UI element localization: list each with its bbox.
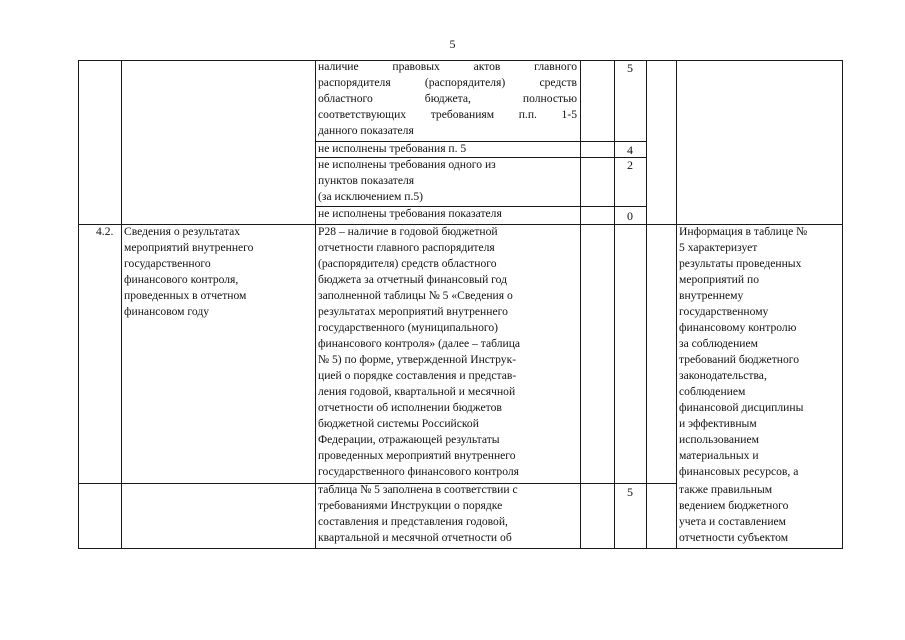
indicator-name-line: финансовом году	[124, 305, 210, 318]
indicator-name-line: проведенных в отчетном	[124, 289, 247, 302]
formula-line: № 5) по форме, утвержденной Инструк-	[318, 353, 517, 366]
criterion-1-score: 5	[627, 61, 633, 75]
comment-line: внутреннему	[679, 289, 744, 302]
criterion-3-score: 2	[627, 158, 633, 172]
row-number-4-2: 4.2.	[96, 225, 114, 238]
table-border-bottom	[78, 548, 843, 549]
comment-line: отчетности субъектом	[679, 531, 789, 544]
page-number: 5	[449, 37, 456, 51]
formula-line: (распорядителя) средств областного	[318, 257, 497, 270]
comment-line: за соблюдением	[679, 337, 758, 350]
criterion-3-line-2: пунктов показателя	[318, 174, 415, 187]
criterion-3-line-1: не исполнены требования одного из	[318, 158, 496, 171]
criterion-line: требованиями Инструкции о порядке	[318, 499, 503, 512]
table-border-col5	[646, 60, 647, 549]
table-border-left	[78, 60, 79, 549]
comment-line: учета и составлением	[679, 515, 787, 528]
comment-line: финансовой дисциплины	[679, 401, 804, 414]
formula-line: P28 – наличие в годовой бюджетной	[318, 225, 498, 238]
criterion-line: таблица № 5 заполнена в соответствии с	[318, 483, 518, 496]
criterion-1-line-2: распорядителя (распорядителя) средств	[318, 76, 577, 89]
formula-line: Федерации, отражающей результаты	[318, 433, 500, 446]
table-border-col2	[315, 60, 316, 549]
comment-line: мероприятий по	[679, 273, 759, 286]
formula-line: государственного финансового контроля	[318, 465, 519, 478]
criterion-line: составления и представления годовой,	[318, 515, 508, 528]
comment-line: использованием	[679, 433, 759, 446]
formula-line: отчетности главного распорядителя	[318, 241, 495, 254]
indicator-name-line: мероприятий внутреннего	[124, 241, 254, 254]
formula-line: цией о порядке составления и представ-	[318, 369, 517, 382]
comment-line: результаты проведенных	[679, 257, 802, 270]
formula-line: проведенных мероприятий внутреннего	[318, 449, 516, 462]
criterion-1-line-4: соответствующих требованиям п.п. 1-5	[318, 108, 577, 121]
criterion-1-line-5: данного показателя	[318, 124, 414, 137]
formula-line: результатах мероприятий внутреннего	[318, 305, 508, 318]
criterion-4-text: не исполнены требования показателя	[318, 207, 502, 220]
indicator-name-line: Сведения о результатах	[124, 225, 241, 238]
criterion-1-line-1: наличие правовых актов главного	[318, 60, 577, 73]
comment-line: законодательства,	[679, 369, 767, 382]
comment-line: финансовому контролю	[679, 321, 797, 334]
formula-line: ления годовой, квартальной и месячной	[318, 385, 516, 398]
table-border-right	[842, 60, 843, 549]
comment-line: 5 характеризует	[679, 241, 758, 254]
comment-line: финансовых ресурсов, а	[679, 465, 799, 478]
criterion-2-score: 4	[627, 143, 633, 157]
formula-line: заполненной таблицы № 5 «Сведения о	[318, 289, 513, 302]
criterion-4-score: 0	[627, 209, 633, 223]
criterion-1-line-3: областного бюджета, полностью	[318, 92, 577, 105]
formula-line: бюджета за отчетный финансовый год	[318, 273, 508, 286]
comment-line: требований бюджетного	[679, 353, 800, 366]
criterion-table5-score: 5	[627, 485, 633, 499]
criterion-2-text: не исполнены требования п. 5	[318, 142, 467, 155]
criterion-3-line-3: (за исключением п.5)	[318, 190, 424, 203]
table-border-col1	[121, 60, 122, 549]
table-border-col6	[676, 60, 677, 549]
comment-line: также правильным	[679, 483, 773, 496]
indicator-name-line: государственного	[124, 257, 211, 270]
table-border-col4	[614, 60, 615, 549]
indicator-name-line: финансового контроля,	[124, 273, 239, 286]
formula-line: бюджетной системы Российской	[318, 417, 479, 430]
comment-line: государственному	[679, 305, 769, 318]
comment-line: соблюдением	[679, 385, 746, 398]
comment-line: и эффективным	[679, 417, 757, 430]
formula-line: финансового контроля» (далее – таблица	[318, 337, 521, 350]
table-border-col3	[580, 60, 581, 549]
formula-line: отчетности об исполнении бюджетов	[318, 401, 502, 414]
criterion-line: квартальной и месячной отчетности об	[318, 531, 512, 544]
comment-line: ведением бюджетного	[679, 499, 789, 512]
comment-line: Информация в таблице №	[679, 225, 808, 238]
formula-line: государственного (муниципального)	[318, 321, 499, 334]
comment-line: материальных и	[679, 449, 759, 462]
